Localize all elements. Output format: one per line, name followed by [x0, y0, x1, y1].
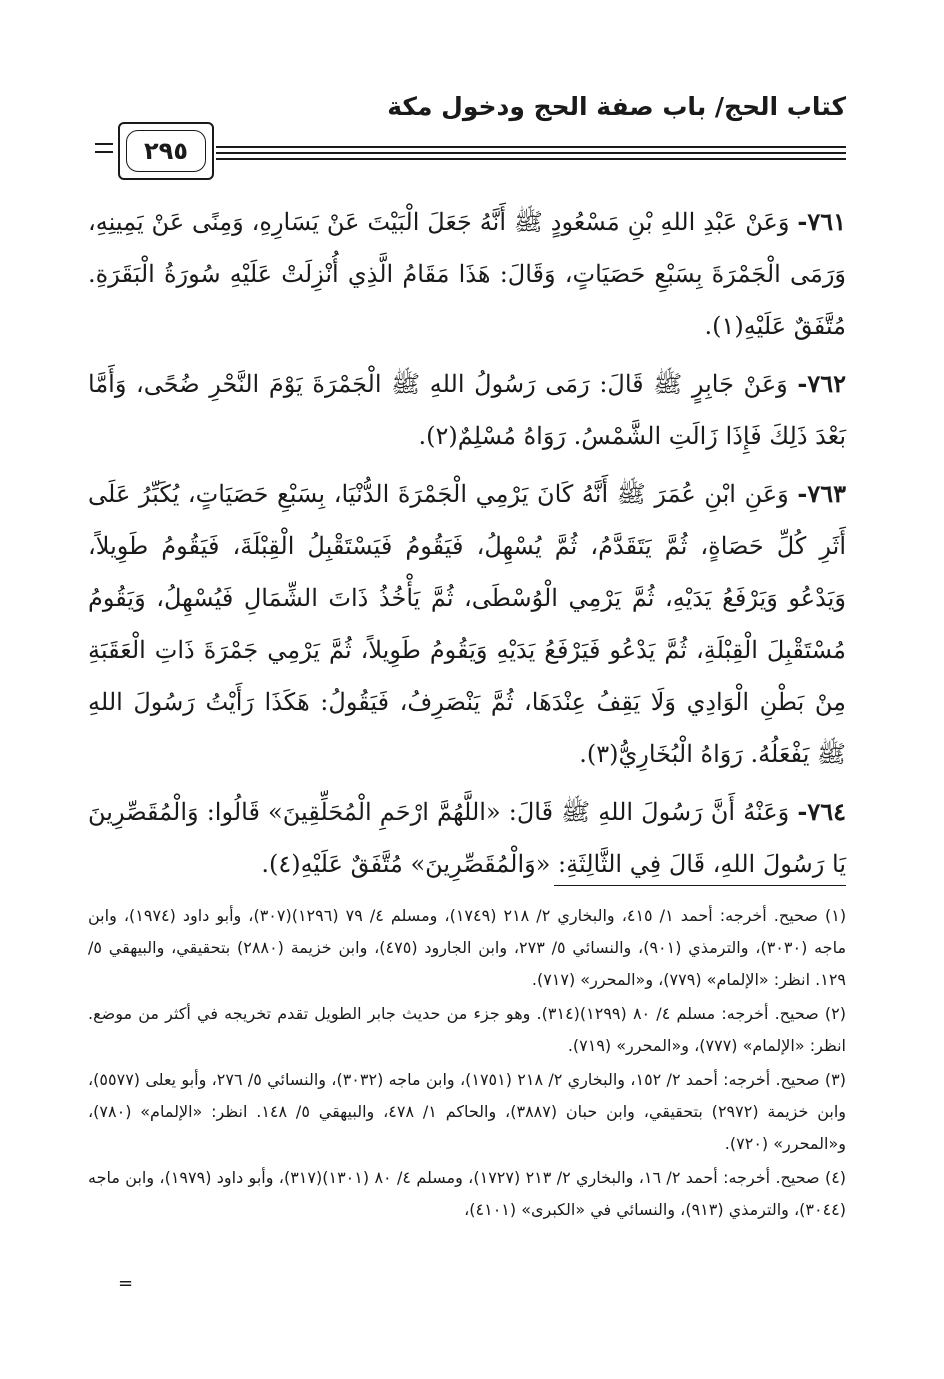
hadith-text: وَعَنْ عَبْدِ اللهِ بْنِ مَسْعُودٍ ﷺ أَنَّهُ جَعَلَ الْبَيْتَ عَنْ يَسَارِهِ، وَمِنًى عَنْ يَمِينِهِ، وَرَمَى الْجَمْرَةَ بِسَبْعِ حَصَيَاتٍ، وَقَالَ: هَذَا مَقَامُ الَّذِي أُنْزِلَتْ عَلَيْهِ سُورَةُ الْبَقَرَةِ. مُتَّفَقٌ عَلَيْهِ(١). [88, 208, 846, 340]
footnotes [88, 900, 846, 1228]
header-rule [216, 158, 846, 160]
hadith-number: ٧٦٢- [797, 369, 846, 398]
footnote-1: (١) صحيح. أخرجه: أحمد ١/ ٤١٥، والبخاري ٢/ ٢١٨ (١٧٤٩)، ومسلم ٤/ ٧٩ (١٢٩٦)(٣٠٧)، وأبو داود (١٩٧٤)، وابن ماجه (٣٠٣٠)، والترمذي (٩٠١)، والنسائي ٥/ ٢٧٣، وابن الجارود (٤٧٥)، وابن خزيمة (٢٨٨٠) بتحقيقي، والبيهقي ٥/ ١٢٩. انظر: «الإلمام» (٧٧٩)، و«المحرر» (٧١٧). [88, 906, 847, 989]
hadith-number: ٧٦٣- [797, 479, 846, 508]
hadith-number: ٧٦١- [797, 207, 846, 236]
page-number-frame [118, 122, 214, 180]
hadith-764 [88, 786, 846, 890]
header-rule [216, 152, 846, 154]
hadith-763 [88, 468, 846, 780]
continuation-mark: = [118, 1273, 134, 1294]
page-number: ٢٩٥ [126, 130, 206, 172]
header-ornament-line [95, 143, 113, 145]
hadith-text: وَعَنِ ابْنِ عُمَرَ ﷺ أَنَّهُ كَانَ يَرْمِي الْجَمْرَةَ الدُّنْيَا، بِسَبْعِ حَصَيَاتٍ، يُكَبِّرُ عَلَى أَثَرِ كُلِّ حَصَاةٍ، ثُمَّ يَتَقَدَّمُ، ثُمَّ يُسْهِلُ، فَيَقُومُ فَيَسْتَقْبِلُ الْقِبْلَةَ، فَيَقُومُ طَوِيلاً، وَيَدْعُو وَيَرْفَعُ يَدَيْهِ، ثُمَّ يَرْمِي الْوُسْطَى، ثُمَّ يَأْخُذُ ذَاتَ الشِّمَالِ فَيُسْهِلُ، وَيَقُومُ مُسْتَقْبِلَ الْقِبْلَةِ، ثُمَّ يَدْعُو فَيَرْفَعُ يَدَيْهِ وَيَقُومُ طَوِيلاً، ثُمَّ يَرْمِي جَمْرَةَ ذَاتِ الْعَقَبَةِ مِنْ بَطْنِ الْوَادِي وَلَا يَقِفُ عِنْدَهَا، ثُمَّ يَنْصَرِفُ، فَيَقُولُ: هَكَذَا رَأَيْتُ رَسُولَ اللهِ ﷺ يَفْعَلُهُ. رَوَاهُ الْبُخَارِيُّ(٣). [88, 480, 846, 768]
hadith-text: وَعَنْهُ أَنَّ رَسُولَ اللهِ ﷺ قَالَ: «اللَّهُمَّ ارْحَمِ الْمُحَلِّقِينَ» قَالُوا: وَالْمُقَصِّرِينَ يَا رَسُولَ اللهِ، قَالَ فِي الثَّالِثَةِ: «وَالْمُقَصِّرِينَ» مُتَّفَقٌ عَلَيْهِ(٤). [88, 798, 846, 878]
footnote-2: (٢) صحيح. أخرجه: مسلم ٤/ ٨٠ (١٢٩٩)(٣١٤). وهو جزء من حديث جابر الطويل تقدم تخريجه في أكثر من موضع. انظر: «الإلمام» (٧٧٧)، و«المحرر» (٧١٩). [88, 1004, 847, 1055]
hadith-text: وَعَنْ جَابِرٍ ﷺ قَالَ: رَمَى رَسُولُ اللهِ ﷺ الْجَمْرَةَ يَوْمَ النَّحْرِ ضُحًى، وَأَمَّا بَعْدَ ذَلِكَ فَإِذَا زَالَتِ الشَّمْسُ. رَوَاهُ مُسْلِمٌ(٢). [88, 370, 846, 450]
main-text [88, 196, 846, 896]
hadith-761 [88, 196, 846, 352]
hadith-762 [88, 358, 846, 462]
footnote-separator [554, 885, 846, 886]
footnote-4: (٤) صحيح. أخرجه: أحمد ٢/ ١٦، والبخاري ٢/ ٢١٣ (١٧٢٧)، ومسلم ٤/ ٨٠ (١٣٠١)(٣١٧)، وأبو داود (١٩٧٩)، وابن ماجه (٣٠٤٤)، والترمذي (٩١٣)، والنسائي في «الكبرى» (٤١٠١)، [88, 1168, 847, 1219]
header-rule [216, 146, 846, 148]
footnote-3: (٣) صحيح. أخرجه: أحمد ٢/ ١٥٢، والبخاري ٢/ ٢١٨ (١٧٥١)، وابن ماجه (٣٠٣٢)، والنسائي ٥/ ٢٧٦، وأبو يعلى (٥٥٧٧)، وابن خزيمة (٢٩٧٢) بتحقيقي، وابن حبان (٣٨٨٧)، والحاكم ١/ ٤٧٨، والبيهقي ٥/ ١٤٨. انظر: «الإلمام» (٧٨٠)، و«المحرر» (٧٢٠). [88, 1070, 847, 1153]
hadith-number: ٧٦٤- [797, 797, 846, 826]
header-ornament-line [95, 151, 113, 153]
chapter-title: كتاب الحج/ باب صفة الحج ودخول مكة [387, 92, 846, 121]
